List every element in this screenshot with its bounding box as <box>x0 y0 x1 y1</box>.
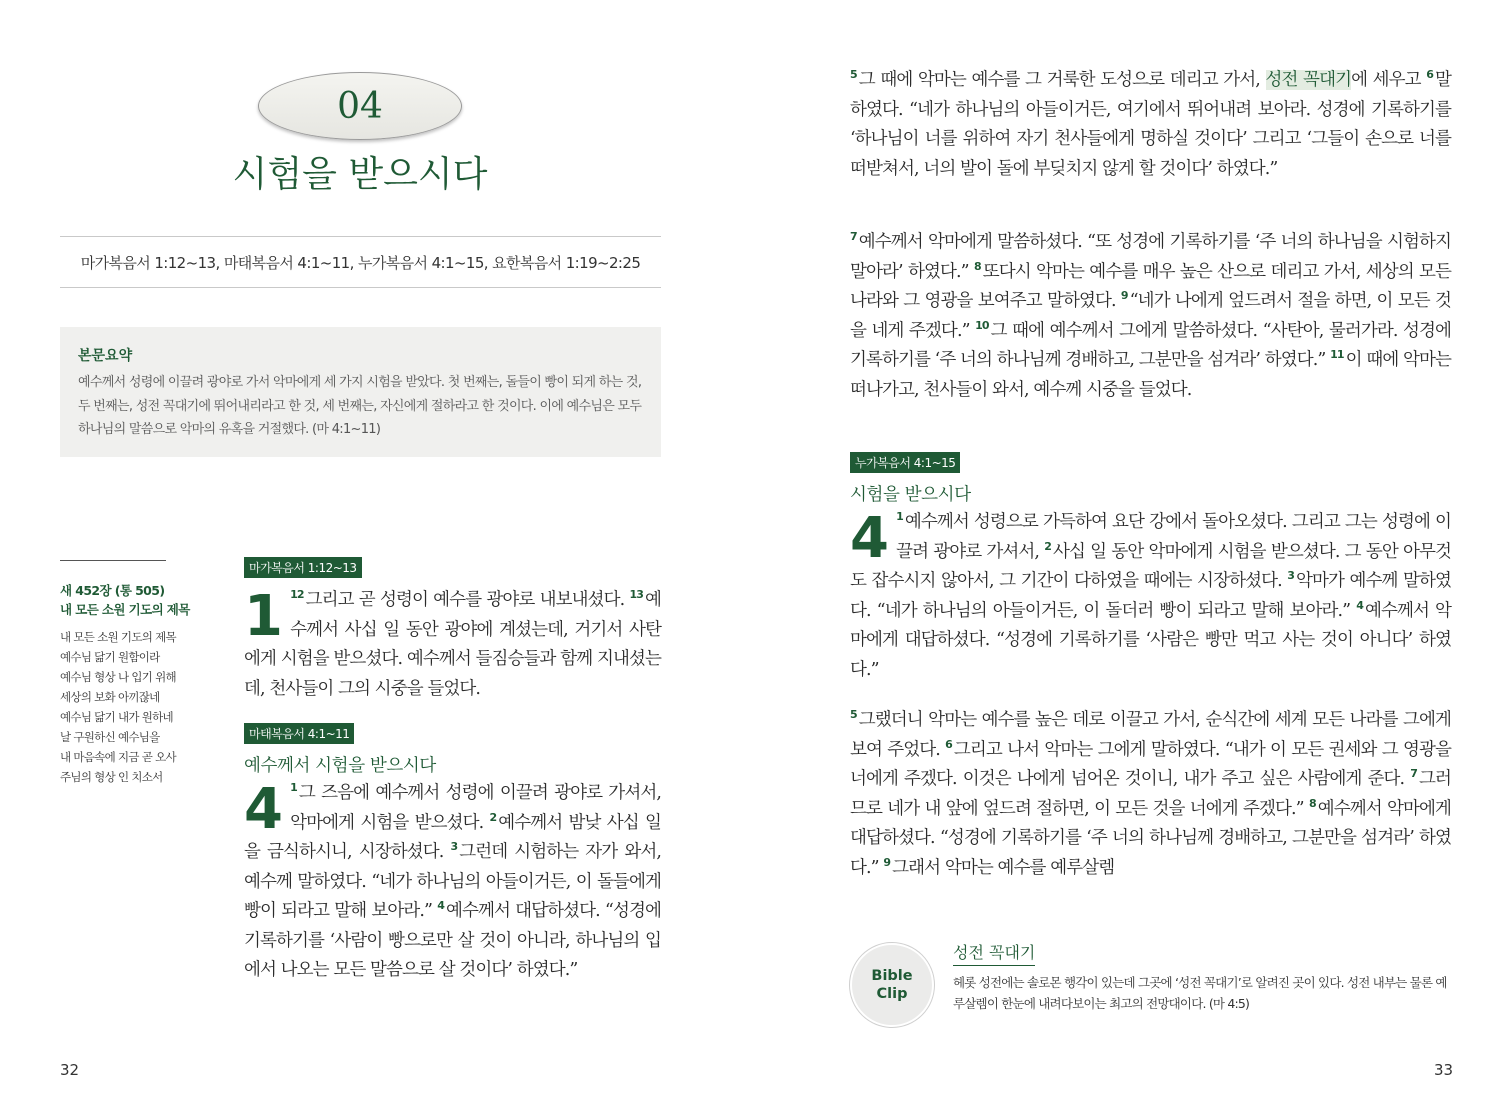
summary-heading: 본문요약 <box>78 348 133 364</box>
verse-text: 그래서 악마는 예수를 예루살렘 <box>892 857 1115 878</box>
verse-text: 그러므로 네가 내 앞에 엎드려 절하면, 이 모든 것을 너에게 주겠다.” <box>850 769 1451 819</box>
matthew-subtitle: 예수께서 시험을 받으시다 <box>244 756 436 776</box>
luke-subtitle: 시험을 받으시다 <box>850 485 971 505</box>
verse-text: 예수께서 악마에게 대답하셨다. “성경에 기록하기를 ‘사람은 빵만 먹고 사는 것이 아니다’ 하였다.” <box>850 600 1451 680</box>
chapter-drop-number: 1 <box>244 584 283 649</box>
bible-clip-badge-line1: Bible <box>871 968 913 984</box>
hymn-sidebar <box>60 560 200 787</box>
chapter-drop-number: 4 <box>244 777 283 842</box>
hymn-line: 세상의 보화 아끼잖네 <box>60 690 160 704</box>
hymn-line: 예수님 형상 나 입기 위해 <box>60 670 176 684</box>
page-number-right: 33 <box>1434 1061 1454 1079</box>
hymn-title: 내 모든 소원 기도의 제목 <box>60 602 190 617</box>
bible-clip-text: 헤롯 성전에는 솔로몬 행각이 있는데 그곳에 ‘성전 꼭대기’로 알려진 곳이 있다. 성전 내부는 물론 예루살렘이 한눈에 내려다보이는 최고의 전망대이다. (마 4:5) <box>953 975 1447 1011</box>
verse-number: 12 <box>290 588 304 602</box>
verse-number: 7 <box>1410 767 1417 781</box>
verse-number: 8 <box>973 259 981 273</box>
mark-passage <box>244 557 661 704</box>
luke-text <box>850 508 1451 685</box>
matthew-text-continued-2 <box>850 228 1451 405</box>
verse-text: 예수께서 밤낮 사십 일을 금식하시니, 시장하셨다. <box>244 812 661 862</box>
verse-text: 말하였다. “네가 하나님의 아들이거든, 여기에서 뛰어내려 보아라. 성경에 기록하기를 ‘하나님이 너를 위하여 자기 천사들에게 명하실 것이다’ 그리고 ‘그들이 손으로 너를 떠받쳐서, 너의 발이 돌에 부딪치지 않게 할 것이다’ 하였다.” <box>850 70 1451 179</box>
bible-clip-badge-line2: Clip <box>876 986 908 1002</box>
verse-number: 11 <box>1330 348 1344 362</box>
verse-number: 3 <box>450 840 458 854</box>
mark-text <box>244 586 661 704</box>
verse-text: 그랬더니 악마는 예수를 높은 데로 이끌고 가서, 순식간에 세계 모든 나라를 그에게 보여 주었다. <box>850 710 1451 760</box>
verse-text: 또다시 악마는 예수를 매우 높은 산으로 데리고 가서, 세상의 모든 나라와 그 영광을 보여주고 말하였다. <box>850 261 1451 311</box>
verse-text: 예수께서 사십 일 동안 광야에 계셨는데, 거기서 사탄에게 시험을 받으셨다. 예수께서 들짐승들과 함께 지내셨는데, 천사들이 그의 시중을 들었다. <box>244 590 661 699</box>
passage-tag-mark: 마가복음서 1:12~13 <box>244 557 362 578</box>
bible-clip-badge <box>850 943 934 1027</box>
hymn-lyrics <box>60 627 200 787</box>
verse-number: 1 <box>896 510 903 524</box>
verse-text: 그리고 곧 성령이 예수를 광야로 내보내셨다. <box>305 590 625 610</box>
verse-number: 5 <box>850 708 857 722</box>
matthew-text-continued <box>850 66 1451 184</box>
verse-text: 그 때에 예수께서 그에게 말씀하셨다. “사탄아, 물러가라. 성경에 기록하기를 ‘주 너의 하나님께 경배하고, 그분만을 섬겨라’ 하였다.” <box>850 320 1451 370</box>
passage-tag-luke: 누가복음서 4:1~15 <box>850 452 960 473</box>
hymn-line: 날 구원하신 예수님을 <box>60 730 160 744</box>
verse-number: 2 <box>489 810 497 824</box>
verse-text: 이 때에 악마는 떠나가고, 천사들이 와서, 예수께 시중을 들었다. <box>850 350 1452 400</box>
verse-number: 9 <box>1120 289 1128 303</box>
verse-number: 5 <box>850 68 857 82</box>
hymn-divider <box>60 560 166 561</box>
hymn-line: 예수님 닮기 내가 원하네 <box>60 710 173 724</box>
verse-text: 그리고 나서 악마는 그에게 말하였다. “내가 이 모든 권세와 그 영광을 너에게 주겠다. 이것은 나에게 넘어온 것이니, 내가 주고 싶은 사람에게 준다. <box>850 739 1451 789</box>
verse-text: 그 즈음에 예수께서 성령에 이끌려 광야로 가셔서, 악마에게 시험을 받으셨다. <box>290 783 661 833</box>
passage-tag-matthew: 마태복음서 4:1~11 <box>244 723 354 744</box>
verse-number: 2 <box>1044 539 1052 553</box>
verse-text: 예수께서 악마에게 대답하셨다. “성경에 기록하기를 ‘주 너의 하나님께 경배하고, 그분만을 섬겨라’ 하였다.” <box>850 798 1451 878</box>
verse-number: 6 <box>1426 68 1433 82</box>
verse-number: 13 <box>629 588 643 602</box>
verse-number: 10 <box>975 318 989 332</box>
verse-number: 1 <box>290 781 297 795</box>
luke-text-continued <box>850 706 1451 883</box>
verse-text: 예수께서 대답하셨다. “성경에 기록하기를 ‘사람이 빵으로만 살 것이 아니라, 하나님의 입에서 나오는 모든 말씀으로 살 것이다’ 하였다.” <box>244 901 661 980</box>
luke-passage <box>850 452 1451 685</box>
matthew-text <box>244 779 661 986</box>
chapter-number-badge <box>258 72 462 140</box>
verse-text: 그런데 시험하는 자가 와서, 예수께 말하였다. “네가 하나님의 아들이거든, 이 돌들에게 빵이 되라고 말해 보아라.” <box>244 842 661 921</box>
verse-number: 6 <box>945 737 952 751</box>
bible-clip-title: 성전 꼭대기 <box>953 940 1035 966</box>
verse-text: “네가 나에게 엎드려서 절을 하면, 이 모든 것을 네게 주겠다.” <box>850 291 1452 341</box>
verse-number: 8 <box>1308 796 1316 810</box>
chapter-number: 04 <box>337 85 383 127</box>
highlighted-term: 성전 꼭대기 <box>1265 70 1352 90</box>
verse-text: 예수께서 악마에게 말씀하셨다. “또 성경에 기록하기를 ‘주 너의 하나님을 시험하지 말아라’ 하였다.” <box>850 232 1451 282</box>
verse-text: 예수께서 성령으로 가득하여 요단 강에서 돌아오셨다. 그리고 그는 성령에 이끌려 광야로 가셔서, <box>896 512 1451 562</box>
verse-number: 7 <box>850 230 857 244</box>
summary-text: 예수께서 성령에 이끌려 광야로 가서 악마에게 세 가지 시험을 받았다. 첫 번째는, 돌들이 빵이 되게 하는 것, 두 번째는, 성전 꼭대기에 뛰어내리라고 한 것, 세 번째는, 자신에게 절하라고 한 것이다. 이에 예수님은 모두 하나님의 말씀으로 악마의 유혹을 거절했다. (마 4:1~11) <box>78 375 642 437</box>
matthew-passage <box>244 723 661 986</box>
hymn-line: 내 모든 소원 기도의 제목 <box>60 630 176 644</box>
hymn-line: 예수님 닮기 원함이라 <box>60 650 160 664</box>
hymn-line: 내 마음속에 지금 곧 오사 <box>60 750 176 764</box>
verse-text: 에 세우고 <box>1351 70 1421 90</box>
hymn-number: 새 452장 (통 505) <box>60 583 165 598</box>
verse-text: 사십 일 동안 악마에게 시험을 받으셨다. 그 동안 아무것도 잡수시지 않아서, 그 기간이 다하였을 때에는 시장하셨다. <box>850 541 1451 591</box>
verse-number: 4 <box>1356 598 1363 612</box>
verse-number: 9 <box>883 855 891 869</box>
summary-box <box>60 327 661 457</box>
page-number-left: 32 <box>60 1061 80 1079</box>
verse-number: 4 <box>437 899 444 913</box>
verse-number: 3 <box>1287 569 1294 583</box>
chapter-title: 시험을 받으시다 <box>232 154 488 195</box>
verse-text: 악마가 예수께 말하였다. “네가 하나님의 아들이거든, 이 돌더러 빵이 되라고 말해 보아라.” <box>850 571 1451 621</box>
hymn-line: 주님의 형상 인 치소서 <box>60 770 163 784</box>
verse-text: 그 때에 악마는 예수를 그 거룩한 도성으로 데리고 가서, <box>858 70 1266 90</box>
chapter-drop-number: 4 <box>850 506 889 571</box>
scripture-references: 마가복음서 1:12~13, 마태복음서 4:1~11, 누가복음서 4:1~15, 요한복음서 1:19~2:25 <box>60 236 661 288</box>
